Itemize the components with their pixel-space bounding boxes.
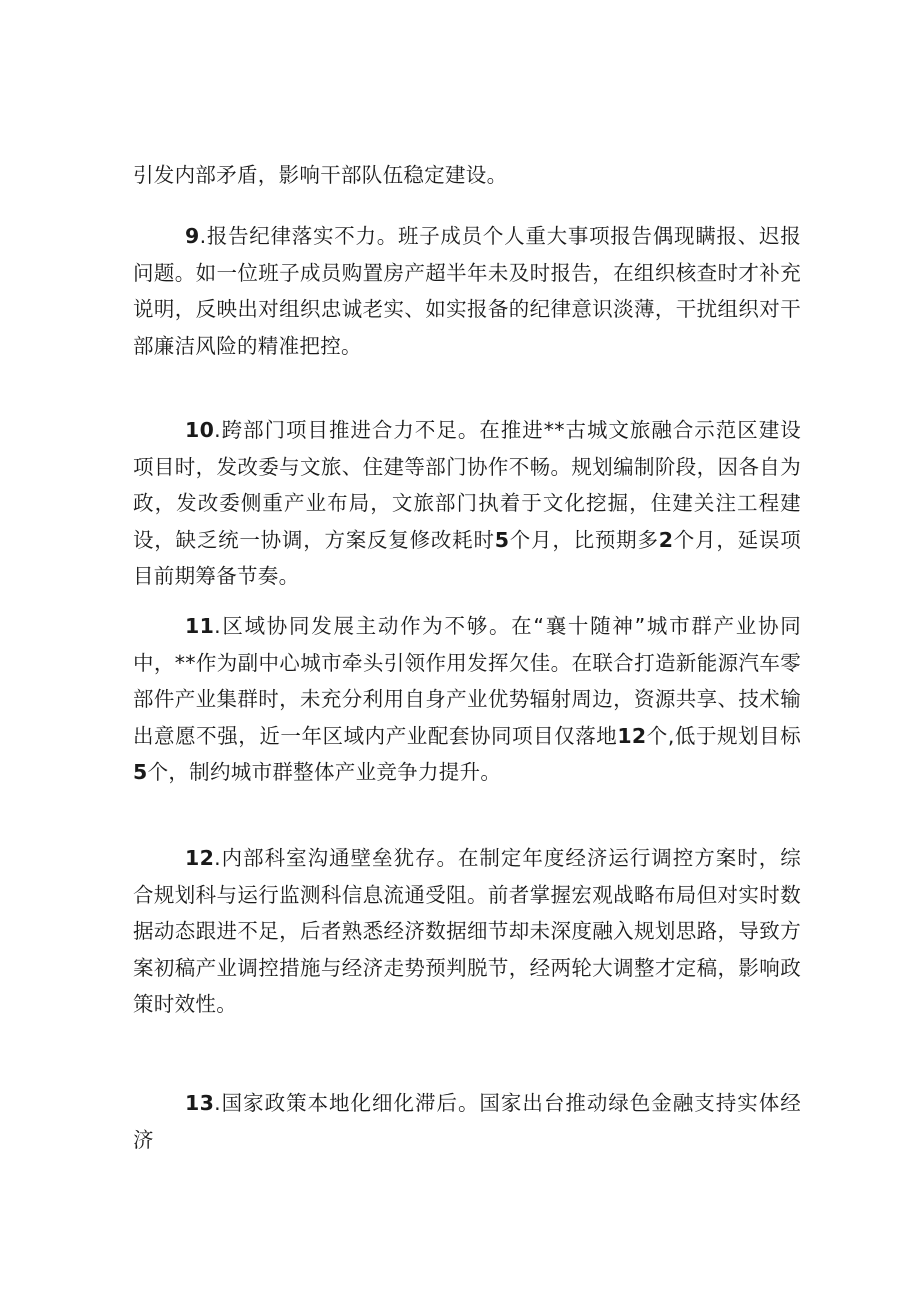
number-value: 5 bbox=[494, 527, 510, 552]
paragraph-text: 个月，比预期多 bbox=[509, 527, 659, 552]
paragraph-10 bbox=[133, 412, 801, 595]
number-value: 5 bbox=[133, 760, 148, 784]
item-number: 12 bbox=[185, 846, 215, 870]
number-value: 2 bbox=[658, 527, 674, 552]
item-number: 10 bbox=[185, 418, 215, 442]
paragraph-12 bbox=[133, 840, 801, 1023]
number-value: 12 bbox=[617, 723, 647, 748]
paragraph-text: 个,低于规划目标 bbox=[646, 723, 801, 748]
paragraph-text: .报告纪律落实不力。班子成员个人重大事项报告偶现瞒报、迟报问题。如一位班子成员购置房产超半年未及时报告，在组织核查时才补充说明，反映出对组织忠诚老实、如实报备的纪律意识淡薄，干扰组织对干部廉洁风险的精准把控。 bbox=[133, 224, 801, 358]
paragraph-13 bbox=[133, 1085, 801, 1158]
paragraph-text: .国家政策本地化细化滞后。国家出台推动绿色金融支持实体经济 bbox=[133, 1091, 801, 1152]
paragraph-text: 个，制约城市群整体产业竞争力提升。 bbox=[147, 760, 502, 784]
paragraph-text: 引发内部矛盾，影响干部队伍稳定建设。 bbox=[133, 163, 508, 187]
paragraph-text: .跨部门项目推进合力不足。在推进**古城文旅融合示范区建设项目时，发改委与文旅、住建等部门协作不畅。规划编制阶段，因各自为政，发改委侧重产业布局，文旅部门执着于文化挖掘，住建关注工程建设，缺乏统一协调，方案反复修改耗时 bbox=[133, 418, 801, 552]
paragraph-9 bbox=[133, 218, 801, 364]
paragraph-text: 个月，延误项目前期筹备节奏。 bbox=[133, 527, 801, 588]
item-number: 9 bbox=[185, 224, 200, 248]
item-number: 11 bbox=[185, 614, 215, 638]
paragraph-text: .区域协同发展主动作为不够。在“襄十随神”城市群产业协同中，**作为副中心城市牵头引领作用发挥欠佳。在联合打造新能源汽车零部件产业集群时，未充分利用自身产业优势辐射周边，资源共享、技术输出意愿不强，近一年区域内产业配套协同项目仅落地 bbox=[133, 614, 801, 748]
paragraph-8-tail bbox=[133, 157, 801, 194]
item-number: 13 bbox=[185, 1091, 215, 1115]
paragraph-11 bbox=[133, 608, 801, 791]
paragraph-text: .内部科室沟通壁垒犹存。在制定年度经济运行调控方案时，综合规划科与运行监测科信息流通受阻。前者掌握宏观战略布局但对实时数据动态跟进不足，后者熟悉经济数据细节却未深度融入规划思路，导致方案初稿产业调控措施与经济走势预判脱节，经两轮大调整才定稿，影响政策时效性。 bbox=[133, 846, 801, 1016]
